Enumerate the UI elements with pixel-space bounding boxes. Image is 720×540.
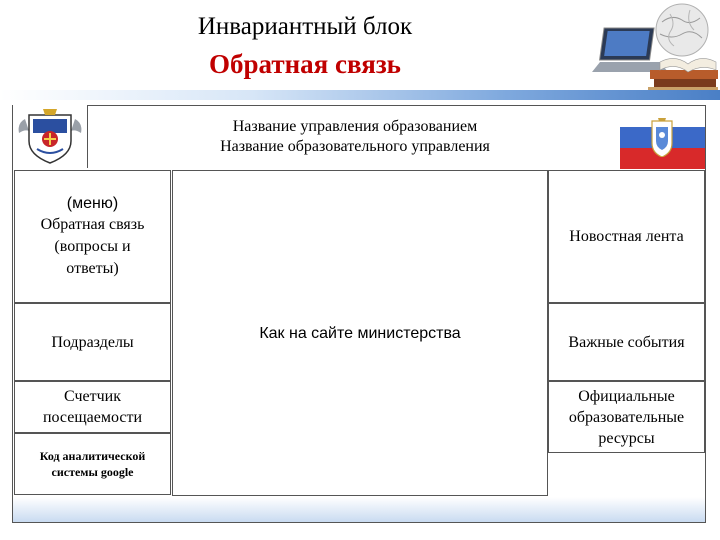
region-flag bbox=[620, 106, 705, 169]
regional-emblem-icon bbox=[650, 117, 674, 157]
coat-of-arms-icon bbox=[13, 105, 87, 167]
emblem-box bbox=[13, 105, 88, 168]
globe-laptop-books-illustration bbox=[590, 0, 720, 100]
departments-link[interactable]: Подразделы bbox=[51, 333, 134, 351]
right-news-feed[interactable] bbox=[548, 170, 705, 303]
important-events-label[interactable]: Важные события bbox=[568, 333, 685, 351]
header-gradient-bar bbox=[0, 90, 720, 100]
header-titles bbox=[90, 117, 620, 157]
right-important-events[interactable] bbox=[548, 303, 705, 381]
main-content-text: Как на сайте министерства bbox=[259, 325, 461, 342]
left-departments[interactable] bbox=[14, 303, 171, 381]
footer-strip bbox=[13, 497, 705, 522]
analytics-code-label: Код аналитической системы google bbox=[39, 449, 146, 479]
slide-title: Инвариантный блок bbox=[197, 13, 413, 40]
visit-counter-label: Счетчик посещаемости bbox=[42, 388, 143, 426]
feedback-link[interactable]: Обратная связь (вопросы и ответы) bbox=[40, 216, 145, 277]
slide-subtitle: Обратная связь bbox=[209, 49, 401, 79]
left-analytics-code bbox=[14, 433, 171, 495]
right-official-resources[interactable] bbox=[548, 381, 705, 453]
main-content-area bbox=[172, 170, 548, 496]
left-menu-feedback[interactable] bbox=[14, 170, 171, 303]
left-visit-counter bbox=[14, 381, 171, 433]
news-feed-label[interactable]: Новостная лента bbox=[569, 228, 684, 245]
education-department-name: Название управления образованием bbox=[232, 118, 478, 135]
education-institution-name: Название образовательного управления bbox=[220, 138, 490, 155]
official-resources-label[interactable]: Официальные образовательные ресурсы bbox=[568, 387, 685, 447]
menu-label: (меню) bbox=[66, 195, 119, 212]
